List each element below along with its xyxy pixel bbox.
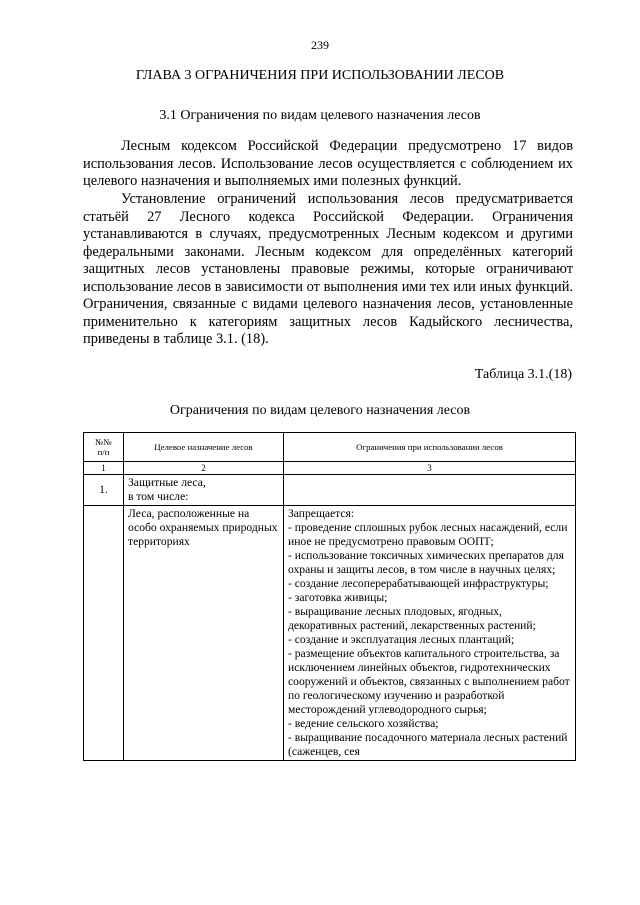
list-item: - заготовка живицы; — [288, 591, 388, 604]
list-item: - использование токсичных химических препаратов для охраны и защиты лесов, в том числе в научных целях; — [288, 549, 564, 576]
table-title: Ограничения по видам целевого назначения лесов — [169, 403, 471, 418]
row-purpose — [124, 475, 284, 506]
restrictions-list — [288, 521, 571, 759]
table-header-row — [84, 433, 576, 462]
paragraph-forest-code-uses: Лесным кодексом Российской Федерации предусмотрено 17 видов использования лесов. Использование лесов осуществляется с соблюдением их целевого назначения и выполняемых ими полезных функций. — [83, 138, 573, 189]
table-caption: Таблица 3.1.(18) — [474, 367, 572, 382]
restrictions-intro: Запрещается: — [288, 507, 355, 520]
list-item: - выращивание посадочного материала лесных растений (саженцев, сея — [288, 731, 568, 758]
column-number-3: 3 — [284, 462, 576, 475]
list-item: - ведение сельского хозяйства; — [288, 717, 439, 730]
list-item: - проведение сплошных рубок лесных насаждений, если иное не предусмотрено правовым ООПТ; — [288, 521, 568, 548]
table-row — [84, 506, 576, 761]
row-purpose: Леса, расположенные на особо охраняемых природных территориях — [124, 506, 284, 761]
restrictions-table — [83, 432, 576, 761]
column-number-1: 1 — [84, 462, 124, 475]
column-number-row — [84, 462, 576, 475]
list-item: - выращивание лесных плодовых, ягодных, декоративных растений, лекарственных растений; — [288, 605, 536, 632]
header-purpose: Целевое назначение лесов — [124, 433, 284, 462]
header-number-line2: п/п — [97, 447, 110, 457]
chapter-title: ГЛАВА 3 ОГРАНИЧЕНИЯ ПРИ ИСПОЛЬЗОВАНИИ ЛЕСОВ — [135, 68, 505, 83]
list-item: - размещение объектов капитального строительства, за исключением линейных объектов, гидротехнических сооружений и объектов, связанных с выполнением работ по геологическому изучению и разработкой месторождений углеводородного сырья; — [288, 647, 570, 716]
row-restrictions — [284, 506, 576, 761]
section-title: 3.1 Ограничения по видам целевого назначения лесов — [159, 108, 481, 123]
row-restrictions — [284, 475, 576, 506]
header-restrictions: Ограничения при использовании лесов — [284, 433, 576, 462]
column-number-2: 2 — [124, 462, 284, 475]
row-number — [84, 506, 124, 761]
list-item: - создание лесоперерабатывающей инфраструктуры; — [288, 577, 549, 590]
row-purpose-line2: в том числе: — [128, 490, 189, 503]
table-row — [84, 475, 576, 506]
header-number — [84, 433, 124, 462]
row-number: 1. — [84, 475, 124, 506]
header-number-line1: №№ — [95, 437, 112, 447]
paragraph-restrictions-basis: Установление ограничений использования лесов предусматривается статьёй 27 Лесного кодекса Российской Федерации. Ограничения устанавливаются в случаях, предусмотренных Лесным кодексом и другими федеральными законами. Лесным кодексом для определённых категорий защитных лесов установлены правовые режимы, которые ограничивают использование лесов в зависимости от выполнения ими тех или иных функций. Ограничения, связанные с видами целевого назначения лесов, установленные применительно к категориям защитных лесов Кадыйского лесничества, приведены в таблице 3.1. (18). — [83, 191, 573, 347]
list-item: - создание и эксплуатация лесных плантаций; — [288, 633, 515, 646]
page-number: 239 — [311, 38, 329, 52]
row-purpose-line1: Защитные леса, — [128, 476, 206, 489]
